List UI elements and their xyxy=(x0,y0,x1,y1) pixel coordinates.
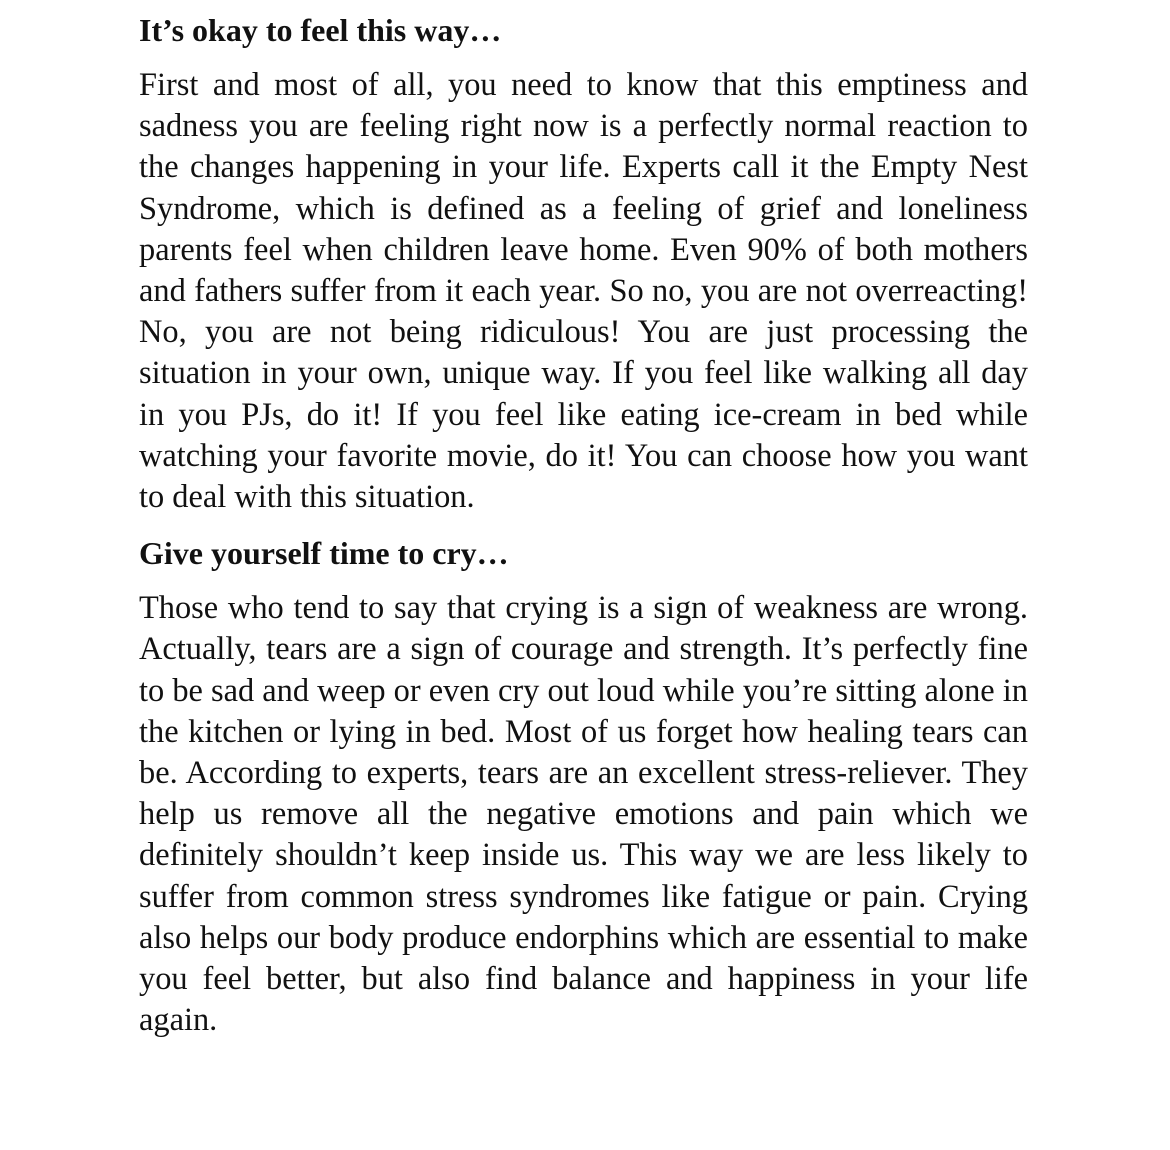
section-paragraph: First and most of all, you need to know that this emptiness and sadness you are feeling right now is a perfectly normal reaction to the changes happening in your life. Experts call it the Empty Nest Syndrome, which is defined as a feeling of grief and loneliness parents feel when children leave home. Even 90% of both mothers and fathers suffer from it each year. So no, you are not overreacting! No, you are not being ridiculous! You are just processing the situation in your own, unique way. If you feel like walking all day in you PJs, do it! If you feel like eating ice-cream in bed while watching your favorite movie, do it! You can choose how you want to deal with this situation. xyxy=(139,67,1028,516)
section-okay-to-feel xyxy=(139,8,1028,518)
section-heading: It’s okay to feel this way… xyxy=(139,12,502,48)
document-page xyxy=(139,8,1028,1054)
section-paragraph: Those who tend to say that crying is a sign of weakness are wrong. Actually, tears are a sign of courage and strength. It’s perfectly fine to be sad and weep or even cry out loud while you’re sitting alone in the kitchen or lying in bed. Most of us forget how healing tears can be. According to experts, tears are an excellent stress-reliever. They help us remove all the negative emotions and pain which we definitely shouldn’t keep inside us. This way we are less likely to suffer from common stress syndromes like fatigue or pain. Crying also helps our body produce endorphins which are essential to make you feel better, but also find balance and happiness in your life again. xyxy=(139,590,1028,1039)
section-heading: Give yourself time to cry… xyxy=(139,535,509,572)
section-time-to-cry xyxy=(139,531,1028,1041)
